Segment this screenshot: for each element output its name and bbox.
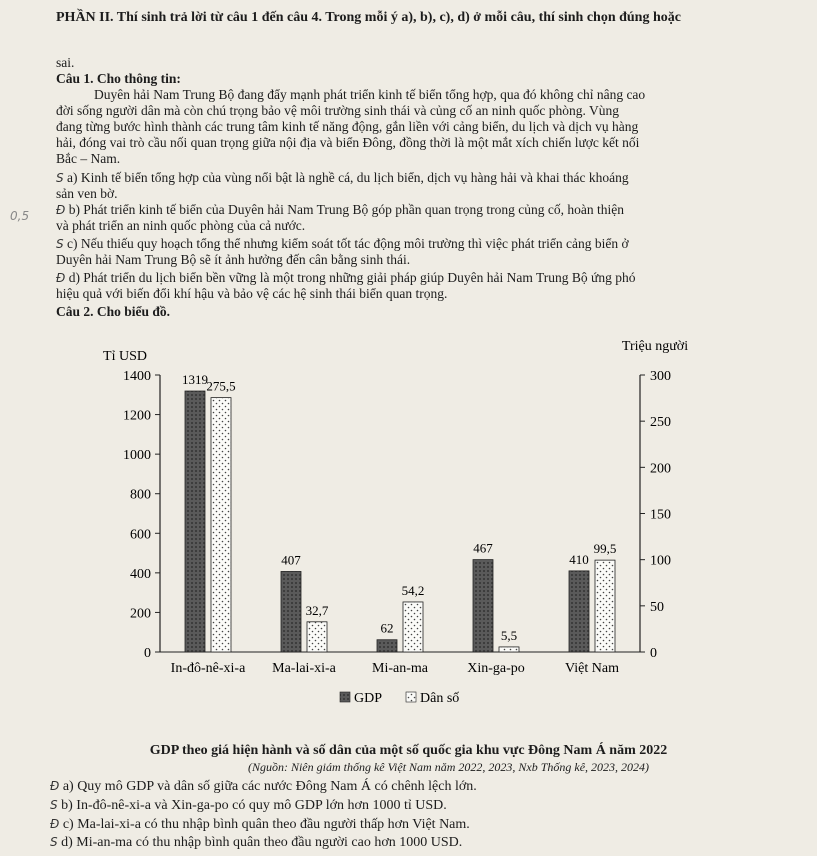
x-axis-labels (171, 661, 619, 676)
q1-passage-line: Duyên hải Nam Trung Bộ đang đẩy mạnh phát triển kinh tế biển tổng hợp, qua đó không chỉ nâng cao (94, 87, 646, 102)
q1-option-c-cont: Duyên hải Nam Trung Bộ sẽ ít ảnh hưởng đến cân bằng sinh thái. (56, 252, 411, 267)
legend-label-population: Dân số (420, 691, 460, 706)
part-header-2: sai. (56, 55, 75, 70)
q2-option-d[interactable] (50, 834, 462, 851)
y-right-tick-label: 300 (650, 369, 671, 384)
bar-gdp (185, 391, 205, 652)
q2-option-c-text: c) Ma-lai-xi-a có thu nhập bình quân theo đầu người thấp hơn Việt Nam. (62, 817, 470, 832)
bar-gdp-value-label: 62 (380, 620, 394, 636)
bar-gdp (377, 640, 397, 652)
bar-population (595, 560, 615, 652)
x-tick-label: Việt Nam (565, 661, 619, 676)
y-left-tick-label: 0 (144, 646, 151, 661)
q2-option-b[interactable] (50, 797, 447, 814)
handwritten-mark: S (56, 237, 64, 251)
handwritten-mark: Đ (56, 203, 66, 217)
bar-population (499, 647, 519, 652)
bar-population (211, 398, 231, 652)
bar-gdp (569, 571, 589, 652)
y-right-tick-label: 200 (650, 461, 671, 477)
q2-title: Câu 2. Cho biểu đồ. (56, 304, 171, 319)
y-left-title: Tỉ USD (103, 349, 147, 364)
bar-gdp-value-label: 410 (569, 551, 589, 567)
chart-caption: GDP theo giá hiện hành và số dân của một số quốc gia khu vực Đông Nam Á năm 2022 (149, 743, 668, 758)
y-right-tick-label: 0 (650, 646, 657, 661)
q1-option-d-text: d) Phát triển du lịch biển bền vững là một trong những giải pháp giúp Duyên hải Nam Trung Bộ ứng phó (68, 270, 636, 285)
q1-title: Câu 1. Cho thông tin: (56, 71, 181, 86)
x-tick-label: Xin-ga-po (467, 661, 525, 676)
bar-gdp-value-label: 1319 (182, 372, 208, 388)
chart-source: (Nguồn: Niên giám thống kê Việt Nam năm 2022, 2023, Nxb Thống kê, 2023, 2024) (247, 760, 650, 774)
handwritten-mark: Đ (50, 817, 60, 831)
handwritten-mark: S (50, 798, 58, 812)
y-left-tick-label: 1400 (123, 369, 151, 384)
legend-swatch-gdp (340, 692, 350, 702)
q2-option-b-text: b) In-đô-nê-xi-a và Xin-ga-po có quy mô GDP lớn hơn 1000 tỉ USD. (61, 798, 447, 813)
handwritten-score: 0,5 (10, 209, 30, 223)
y-axis-right (640, 369, 671, 661)
y-right-tick-label: 150 (650, 507, 671, 523)
q1-option-c-text: c) Nếu thiếu quy hoạch tổng thể nhưng kiểm soát tốt tác động môi trường thì việc phát triển cảng biển ở (67, 236, 629, 251)
q1-option-b-text: b) Phát triển kinh tế biển của Duyên hải Nam Trung Bộ góp phần quan trọng trong củng cố, hoàn thiện (68, 202, 624, 217)
q1-passage-line: Bắc – Nam. (56, 151, 121, 166)
y-left-tick-label: 1200 (123, 408, 151, 424)
chart-legend (340, 691, 459, 706)
q1-option-b-cont: và phát triển an ninh quốc phòng của cả nước. (56, 218, 306, 233)
y-right-tick-label: 50 (650, 599, 664, 615)
q1-passage-line: đang từng bước hình thành các trung tâm kinh tế năng động, gắn liền với cảng biển, du lịch và dịch vụ hàng (56, 119, 639, 134)
bar-gdp-value-label: 407 (281, 552, 301, 568)
q1-option-d-cont: hiệu quả với biến đổi khí hậu và bảo vệ các hệ sinh thái biển quan trọng. (56, 286, 448, 301)
handwritten-mark: Đ (56, 271, 66, 285)
q1-option-d[interactable] (56, 270, 635, 286)
q1-option-a[interactable] (56, 170, 629, 186)
gdp-population-chart (95, 330, 735, 715)
y-left-tick-label: 200 (130, 606, 151, 622)
q1-passage-line: đời sống người dân mà còn chú trọng bảo vệ môi trường sinh thái và củng cố an ninh quốc phòng. Vùng (56, 103, 619, 118)
q2-option-a-text: a) Quy mô GDP và dân số giữa các nước Đông Nam Á có chênh lệch lớn. (62, 779, 477, 794)
q1-option-c[interactable] (56, 236, 629, 252)
y-left-tick-label: 400 (130, 566, 151, 582)
bar-population-value-label: 5,5 (500, 627, 518, 643)
q1-option-a-text: a) Kinh tế biển tổng hợp của vùng nổi bật là nghề cá, du lịch biển, dịch vụ hàng hải và khai thác khoáng (67, 170, 629, 185)
y-left-tick-label: 800 (130, 487, 151, 503)
x-tick-label: In-đô-nê-xi-a (170, 661, 246, 676)
y-left-tick-label: 1000 (123, 448, 151, 464)
q1-passage-line: hải, đóng vai trò cầu nối quan trọng giữa nội địa và biển Đông, đồng thời là một mắt xích chiến lược kết nối (56, 135, 640, 150)
legend-label-gdp: GDP (354, 691, 383, 706)
bars-group (182, 372, 616, 652)
q2-option-a[interactable] (50, 778, 477, 795)
x-tick-label: Ma-lai-xi-a (272, 661, 336, 676)
q2-option-d-text: d) Mi-an-ma có thu nhập bình quân theo đầu người cao hơn 1000 USD. (61, 835, 463, 850)
bar-population-value-label: 32,7 (305, 602, 329, 618)
handwritten-mark: Đ (50, 779, 60, 793)
y-right-tick-label: 100 (650, 553, 671, 569)
legend-swatch-population (406, 692, 416, 702)
q1-option-a-cont: sản ven bờ. (56, 186, 118, 201)
bar-gdp-value-label: 467 (473, 540, 493, 556)
bar-population (307, 622, 327, 652)
bar-gdp (281, 571, 301, 652)
part-header (56, 10, 681, 26)
x-tick-label: Mi-an-ma (372, 661, 428, 676)
q2-option-c[interactable] (50, 816, 470, 833)
bar-population-value-label: 99,5 (593, 541, 617, 557)
bar-population-value-label: 275,5 (206, 378, 236, 394)
bar-population-value-label: 54,2 (401, 582, 425, 598)
q1-option-b[interactable] (56, 202, 624, 218)
part-header-text: PHẦN II. Thí sinh trả lời từ câu 1 đến câu 4. Trong mỗi ý a), b), c), d) ở mỗi câu, thí sinh chọn đúng hoặc (56, 10, 681, 25)
bar-gdp (473, 560, 493, 652)
bar-population (403, 602, 423, 652)
y-right-tick-label: 250 (650, 415, 671, 431)
y-right-title: Triệu người (621, 339, 689, 354)
handwritten-mark: S (56, 171, 64, 185)
y-left-tick-label: 600 (130, 527, 151, 543)
handwritten-mark: S (50, 835, 58, 849)
